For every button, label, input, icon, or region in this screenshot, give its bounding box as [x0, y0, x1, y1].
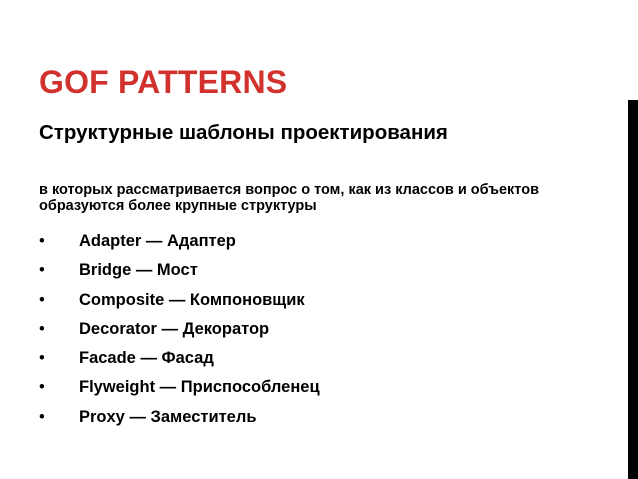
list-item-text: Facade — Фасад: [79, 349, 214, 368]
bullet-icon: •: [39, 319, 45, 338]
bullet-icon: •: [39, 378, 45, 397]
bullet-icon: •: [39, 349, 45, 368]
list-item-text: Decorator — Декоратор: [79, 319, 270, 338]
list-item-text: Flyweight — Приспособленец: [79, 378, 320, 397]
bullet-icon: •: [39, 290, 45, 309]
list-item-text: Bridge — Мост: [79, 261, 198, 280]
bullet-icon: •: [39, 407, 45, 426]
bullet-icon: •: [39, 261, 45, 280]
list-item-text: Composite — Компоновщик: [79, 290, 305, 309]
list-item-text: Adapter — Адаптер: [79, 232, 236, 250]
list-item-text: Proxy — Заместитель: [79, 407, 257, 426]
side-accent-bar: [628, 100, 638, 479]
slide-title: GOF PATTERNS: [39, 64, 288, 100]
bullet-icon: •: [39, 232, 45, 250]
slide-description: в которых рассматривается вопрос о том, как из классов и объектов образуются более крупные структуры: [39, 182, 539, 214]
slide-subtitle: Структурные шаблоны проектирования: [39, 121, 448, 144]
